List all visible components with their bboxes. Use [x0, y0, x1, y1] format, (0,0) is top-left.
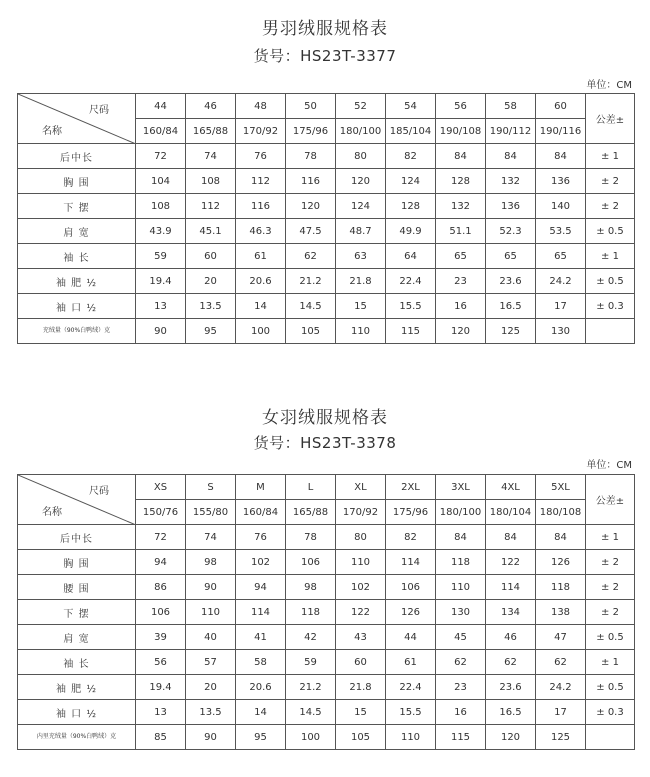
- measurement-name: 胸 围: [18, 169, 136, 194]
- measurement-value: 85: [136, 725, 186, 750]
- tolerance-value: ± 0.5: [586, 625, 635, 650]
- size-label: 50: [286, 94, 336, 119]
- size-label: 2XL: [386, 475, 436, 500]
- table-row: [18, 725, 635, 750]
- measurement-value: 19.4: [136, 675, 186, 700]
- height-chest-label: 190/116: [536, 119, 586, 144]
- measurement-value: 106: [286, 550, 336, 575]
- table-row: [18, 600, 635, 625]
- measurement-value: 14.5: [286, 294, 336, 319]
- women-title: 女羽绒服规格表: [262, 408, 388, 428]
- women-item-code: 货号：HS23T-3378: [253, 434, 397, 452]
- measurement-value: 76: [236, 144, 286, 169]
- table-row: [18, 675, 635, 700]
- measurement-name: 充绒量（90%白鸭绒）克: [18, 319, 136, 344]
- measurement-value: 60: [186, 244, 236, 269]
- measurement-value: 122: [336, 600, 386, 625]
- tolerance-value: ± 1: [586, 650, 635, 675]
- measurement-value: 128: [386, 194, 436, 219]
- measurement-value: 90: [186, 575, 236, 600]
- measurement-value: 47.5: [286, 219, 336, 244]
- measurement-value: 114: [236, 600, 286, 625]
- measurement-value: 53.5: [536, 219, 586, 244]
- measurement-value: 120: [486, 725, 536, 750]
- women-size-table: [17, 474, 635, 750]
- measurement-value: 106: [136, 600, 186, 625]
- measurement-value: 23.6: [486, 675, 536, 700]
- measurement-value: 120: [336, 169, 386, 194]
- measurement-value: 52.3: [486, 219, 536, 244]
- table-row: [18, 294, 635, 319]
- measurement-value: 46.3: [236, 219, 286, 244]
- measurement-name: 下 摆: [18, 194, 136, 219]
- diagonal-divider: [18, 94, 136, 144]
- size-header-row: [18, 475, 635, 500]
- measurement-value: 21.8: [336, 675, 386, 700]
- height-chest-label: 180/108: [536, 500, 586, 525]
- table-row: [18, 550, 635, 575]
- measurement-value: 86: [136, 575, 186, 600]
- men-title: 男羽绒服规格表: [262, 19, 388, 39]
- measurement-name: 腰 围: [18, 575, 136, 600]
- measurement-value: 46: [486, 625, 536, 650]
- table-row: [18, 525, 635, 550]
- measurement-value: 126: [386, 600, 436, 625]
- size-label: S: [186, 475, 236, 500]
- measurement-value: 138: [536, 600, 586, 625]
- size-label: 46: [186, 94, 236, 119]
- measurement-value: 118: [436, 550, 486, 575]
- measurement-value: 65: [486, 244, 536, 269]
- measurement-value: 130: [436, 600, 486, 625]
- women-unit-label: 单位：CM: [586, 460, 632, 471]
- table-row: [18, 650, 635, 675]
- measurement-value: 14: [236, 700, 286, 725]
- measurement-value: 84: [436, 144, 486, 169]
- measurement-value: 102: [236, 550, 286, 575]
- measurement-name: 肩 宽: [18, 625, 136, 650]
- measurement-value: 98: [286, 575, 336, 600]
- measurement-value: 65: [536, 244, 586, 269]
- tolerance-value: ± 0.3: [586, 294, 635, 319]
- table-row: [18, 319, 635, 344]
- measurement-value: 100: [286, 725, 336, 750]
- height-chest-label: 190/108: [436, 119, 486, 144]
- measurement-value: 105: [336, 725, 386, 750]
- measurement-value: 104: [136, 169, 186, 194]
- tolerance-value: ± 1: [586, 244, 635, 269]
- measurement-value: 140: [536, 194, 586, 219]
- height-chest-label: 180/100: [436, 500, 486, 525]
- measurement-value: 16.5: [486, 294, 536, 319]
- height-chest-label: 170/92: [236, 119, 286, 144]
- measurement-value: 136: [536, 169, 586, 194]
- measurement-value: 64: [386, 244, 436, 269]
- measurement-value: 45.1: [186, 219, 236, 244]
- measurement-value: 80: [336, 144, 386, 169]
- measurement-value: 98: [186, 550, 236, 575]
- measurement-value: 65: [436, 244, 486, 269]
- measurement-value: 134: [486, 600, 536, 625]
- tolerance-value: ± 2: [586, 194, 635, 219]
- measurement-value: 78: [286, 525, 336, 550]
- measurement-value: 58: [236, 650, 286, 675]
- tolerance-value: ± 2: [586, 169, 635, 194]
- measurement-value: 132: [436, 194, 486, 219]
- tolerance-value: [586, 725, 635, 750]
- measurement-value: 22.4: [386, 269, 436, 294]
- measurement-value: 41: [236, 625, 286, 650]
- measurement-name: 内里充绒量（90%白鸭绒）克: [18, 725, 136, 750]
- measurement-value: 72: [136, 525, 186, 550]
- measurement-value: 49.9: [386, 219, 436, 244]
- measurement-value: 15: [336, 294, 386, 319]
- measurement-value: 62: [286, 244, 336, 269]
- measurement-value: 84: [486, 525, 536, 550]
- measurement-value: 115: [386, 319, 436, 344]
- size-label: 56: [436, 94, 486, 119]
- tolerance-value: ± 0.5: [586, 219, 635, 244]
- size-label: 52: [336, 94, 386, 119]
- measurement-value: 45: [436, 625, 486, 650]
- measurement-value: 23.6: [486, 269, 536, 294]
- measurement-value: 116: [286, 169, 336, 194]
- tolerance-value: ± 0.5: [586, 269, 635, 294]
- measurement-name: 袖 肥 ½: [18, 675, 136, 700]
- measurement-value: 17: [536, 700, 586, 725]
- table-row: [18, 144, 635, 169]
- corner-header-cell: [18, 94, 136, 144]
- measurement-value: 84: [536, 525, 586, 550]
- measurement-value: 61: [236, 244, 286, 269]
- table-row: [18, 700, 635, 725]
- height-chest-label: 150/76: [136, 500, 186, 525]
- measurement-value: 44: [386, 625, 436, 650]
- tolerance-value: ± 2: [586, 575, 635, 600]
- measurement-value: 122: [486, 550, 536, 575]
- size-label: 60: [536, 94, 586, 119]
- measurement-value: 59: [136, 244, 186, 269]
- measurement-name: 袖 肥 ½: [18, 269, 136, 294]
- measurement-value: 110: [186, 600, 236, 625]
- table-row: [18, 269, 635, 294]
- measurement-value: 21.2: [286, 269, 336, 294]
- corner-size-label: 尺码: [89, 105, 109, 116]
- measurement-name: 后中长: [18, 525, 136, 550]
- size-label: L: [286, 475, 336, 500]
- measurement-value: 62: [436, 650, 486, 675]
- height-chest-label: 160/84: [136, 119, 186, 144]
- measurement-value: 84: [486, 144, 536, 169]
- measurement-value: 108: [186, 169, 236, 194]
- measurement-value: 20.6: [236, 269, 286, 294]
- table-row: [18, 244, 635, 269]
- measurement-value: 20.6: [236, 675, 286, 700]
- size-label: 54: [386, 94, 436, 119]
- height-chest-label: 180/104: [486, 500, 536, 525]
- tolerance-value: ± 1: [586, 525, 635, 550]
- size-label: XL: [336, 475, 386, 500]
- measurement-value: 72: [136, 144, 186, 169]
- size-label: M: [236, 475, 286, 500]
- measurement-value: 126: [536, 550, 586, 575]
- measurement-value: 13.5: [186, 700, 236, 725]
- size-header-row: [18, 94, 635, 119]
- measurement-value: 62: [536, 650, 586, 675]
- measurement-value: 56: [136, 650, 186, 675]
- measurement-value: 48.7: [336, 219, 386, 244]
- table-row: [18, 575, 635, 600]
- tolerance-header: 公差±: [586, 94, 635, 144]
- measurement-value: 24.2: [536, 675, 586, 700]
- measurement-value: 20: [186, 675, 236, 700]
- measurement-value: 125: [536, 725, 586, 750]
- measurement-name: 胸 围: [18, 550, 136, 575]
- tolerance-value: ± 0.3: [586, 700, 635, 725]
- measurement-value: 78: [286, 144, 336, 169]
- measurement-value: 57: [186, 650, 236, 675]
- measurement-value: 112: [236, 169, 286, 194]
- diagonal-divider: [18, 475, 136, 525]
- measurement-value: 120: [286, 194, 336, 219]
- measurement-value: 94: [236, 575, 286, 600]
- table-row: [18, 194, 635, 219]
- measurement-value: 51.1: [436, 219, 486, 244]
- measurement-value: 13: [136, 700, 186, 725]
- measurement-name: 袖 口 ½: [18, 700, 136, 725]
- measurement-value: 42: [286, 625, 336, 650]
- tolerance-value: ± 1: [586, 144, 635, 169]
- measurement-value: 23: [436, 269, 486, 294]
- measurement-value: 90: [136, 319, 186, 344]
- measurement-value: 16: [436, 294, 486, 319]
- measurement-value: 118: [536, 575, 586, 600]
- measurement-value: 20: [186, 269, 236, 294]
- measurement-value: 76: [236, 525, 286, 550]
- measurement-value: 82: [386, 144, 436, 169]
- measurement-value: 22.4: [386, 675, 436, 700]
- size-label: 3XL: [436, 475, 486, 500]
- height-chest-label: 170/92: [336, 500, 386, 525]
- height-chest-label: 155/80: [186, 500, 236, 525]
- tolerance-value: ± 2: [586, 550, 635, 575]
- measurement-name: 下 摆: [18, 600, 136, 625]
- measurement-value: 136: [486, 194, 536, 219]
- measurement-value: 110: [436, 575, 486, 600]
- measurement-value: 47: [536, 625, 586, 650]
- tolerance-header: 公差±: [586, 475, 635, 525]
- measurement-value: 63: [336, 244, 386, 269]
- measurement-value: 95: [186, 319, 236, 344]
- measurement-name: 后中长: [18, 144, 136, 169]
- measurement-value: 15.5: [386, 294, 436, 319]
- measurement-value: 95: [236, 725, 286, 750]
- corner-size-label: 尺码: [89, 486, 109, 497]
- measurement-value: 39: [136, 625, 186, 650]
- measurement-value: 106: [386, 575, 436, 600]
- measurement-value: 82: [386, 525, 436, 550]
- measurement-name: 肩 宽: [18, 219, 136, 244]
- corner-name-label: 名称: [42, 507, 62, 518]
- measurement-value: 60: [336, 650, 386, 675]
- table-row: [18, 625, 635, 650]
- measurement-value: 14: [236, 294, 286, 319]
- measurement-value: 120: [436, 319, 486, 344]
- men-unit-label: 单位：CM: [586, 80, 632, 91]
- measurement-value: 124: [336, 194, 386, 219]
- measurement-value: 13: [136, 294, 186, 319]
- measurement-value: 110: [386, 725, 436, 750]
- measurement-value: 16.5: [486, 700, 536, 725]
- measurement-value: 132: [486, 169, 536, 194]
- measurement-value: 100: [236, 319, 286, 344]
- measurement-value: 125: [486, 319, 536, 344]
- measurement-value: 43.9: [136, 219, 186, 244]
- size-label: 58: [486, 94, 536, 119]
- measurement-value: 130: [536, 319, 586, 344]
- size-label: 4XL: [486, 475, 536, 500]
- measurement-value: 116: [236, 194, 286, 219]
- measurement-value: 110: [336, 550, 386, 575]
- tolerance-value: ± 0.5: [586, 675, 635, 700]
- measurement-value: 15.5: [386, 700, 436, 725]
- height-chest-label: 175/96: [286, 119, 336, 144]
- measurement-value: 128: [436, 169, 486, 194]
- corner-name-label: 名称: [42, 126, 62, 137]
- height-chest-label: 180/100: [336, 119, 386, 144]
- measurement-value: 74: [186, 144, 236, 169]
- table-row: [18, 169, 635, 194]
- tolerance-value: [586, 319, 635, 344]
- size-label: 48: [236, 94, 286, 119]
- measurement-value: 40: [186, 625, 236, 650]
- measurement-value: 94: [136, 550, 186, 575]
- measurement-name: 袖 口 ½: [18, 294, 136, 319]
- measurement-value: 105: [286, 319, 336, 344]
- measurement-value: 90: [186, 725, 236, 750]
- tolerance-value: ± 2: [586, 600, 635, 625]
- men-item-code: 货号：HS23T-3377: [253, 47, 397, 65]
- measurement-value: 74: [186, 525, 236, 550]
- measurement-value: 102: [336, 575, 386, 600]
- measurement-name: 袖 长: [18, 650, 136, 675]
- table-row: [18, 219, 635, 244]
- measurement-value: 16: [436, 700, 486, 725]
- measurement-value: 118: [286, 600, 336, 625]
- measurement-value: 61: [386, 650, 436, 675]
- measurement-value: 80: [336, 525, 386, 550]
- measurement-value: 14.5: [286, 700, 336, 725]
- height-chest-label: 160/84: [236, 500, 286, 525]
- measurement-value: 84: [436, 525, 486, 550]
- size-label: 5XL: [536, 475, 586, 500]
- measurement-value: 43: [336, 625, 386, 650]
- measurement-value: 21.2: [286, 675, 336, 700]
- measurement-value: 114: [386, 550, 436, 575]
- measurement-value: 108: [136, 194, 186, 219]
- measurement-value: 110: [336, 319, 386, 344]
- height-chest-label: 190/112: [486, 119, 536, 144]
- height-chest-label: 185/104: [386, 119, 436, 144]
- measurement-value: 23: [436, 675, 486, 700]
- measurement-value: 59: [286, 650, 336, 675]
- measurement-value: 114: [486, 575, 536, 600]
- measurement-value: 124: [386, 169, 436, 194]
- corner-header-cell: [18, 475, 136, 525]
- measurement-value: 112: [186, 194, 236, 219]
- measurement-value: 19.4: [136, 269, 186, 294]
- height-chest-label: 165/88: [286, 500, 336, 525]
- measurement-value: 13.5: [186, 294, 236, 319]
- measurement-value: 24.2: [536, 269, 586, 294]
- men-size-table: [17, 93, 635, 344]
- measurement-value: 17: [536, 294, 586, 319]
- measurement-value: 84: [536, 144, 586, 169]
- height-chest-label: 165/88: [186, 119, 236, 144]
- measurement-name: 袖 长: [18, 244, 136, 269]
- measurement-value: 115: [436, 725, 486, 750]
- size-label: XS: [136, 475, 186, 500]
- measurement-value: 15: [336, 700, 386, 725]
- measurement-value: 62: [486, 650, 536, 675]
- size-label: 44: [136, 94, 186, 119]
- measurement-value: 21.8: [336, 269, 386, 294]
- height-chest-label: 175/96: [386, 500, 436, 525]
